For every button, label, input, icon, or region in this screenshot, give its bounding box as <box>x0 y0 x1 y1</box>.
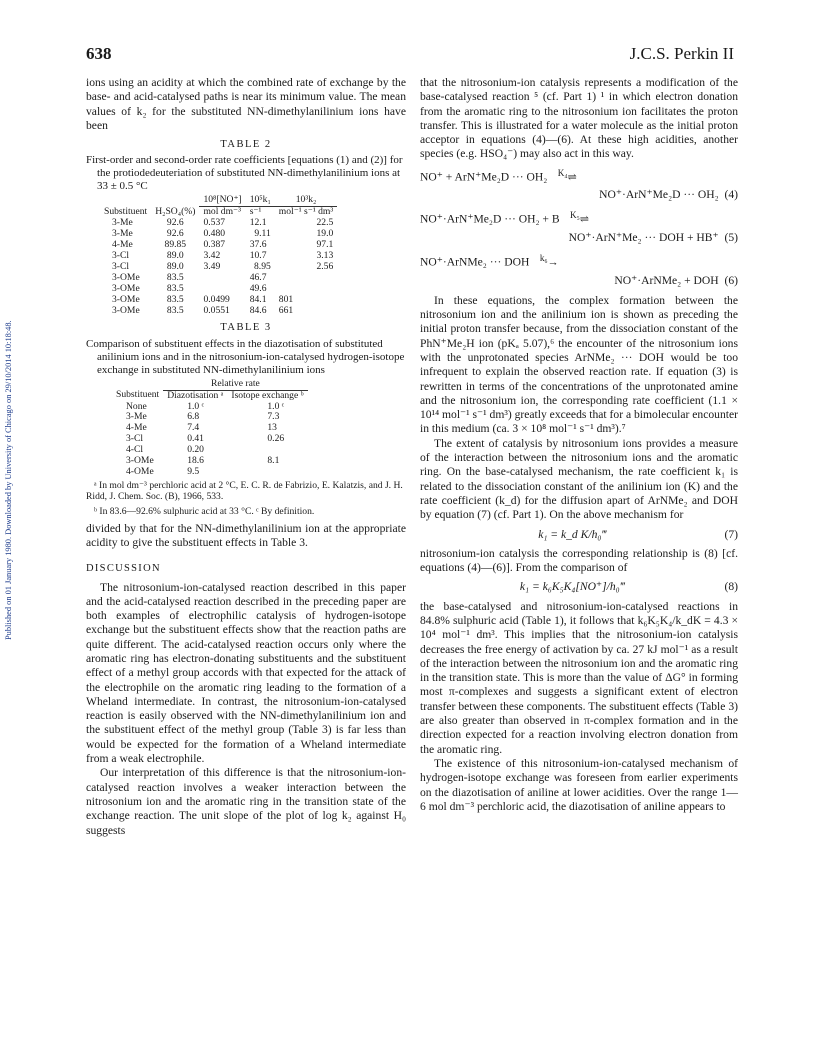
table-cell: 46.7 <box>249 271 267 283</box>
table-cell: 83.5 <box>166 293 184 305</box>
table-cell <box>227 467 307 478</box>
table-row <box>100 306 337 317</box>
table-cell: 661 <box>278 304 294 316</box>
table-cell: 801 <box>278 293 294 305</box>
table-cell: 9.11 <box>254 228 271 240</box>
table-cell: 6.8 <box>187 411 200 423</box>
table-cell: 13 <box>267 422 277 434</box>
table-cell: 89.0 <box>166 250 184 262</box>
equation-rhs: NO⁺·ArN⁺Me₂ ··· DOH + HB⁺ <box>568 231 719 245</box>
equation-number: (7) <box>724 527 738 541</box>
table-cell: 0.480 <box>203 228 226 240</box>
table-cell: 0.0499 <box>203 293 230 305</box>
table-header-cell: 10⁸[NO⁺] <box>199 195 245 206</box>
equation-rhs: NO⁺·ArN⁺Me₂D ··· OH₂ <box>599 188 719 202</box>
left-column <box>86 76 406 838</box>
table-cell: 0.20 <box>187 444 204 456</box>
table-cell: 22.5 <box>316 217 334 229</box>
table-3-caption: Comparison of substituent effects in the diazotisation of substituted anilinium ions and in the nitrosonium-ion-catalysed hydrogen-isotope exchange in substituted NN-dimethylanilinium ions <box>86 337 405 376</box>
table-3-title: TABLE 3 <box>220 322 272 334</box>
equation-number: (6) <box>724 273 738 287</box>
table-cell: 1.0 ᶜ <box>187 400 205 412</box>
equation-line <box>420 166 738 186</box>
table-cell <box>199 273 245 284</box>
table-cell: 3.49 <box>203 260 221 272</box>
table-header-row <box>112 390 308 401</box>
table-cell: 10.7 <box>249 250 267 262</box>
paragraph: The existence of this nitrosonium-ion-catalysed mechanism of hydrogen-isotope exchange was foreseen from earlier experiments on the diazotisation of aniline at lower acidities. Over the range 1—6 mol dm⁻³ perchloric acid, the diazotisation of aniline appears to <box>420 756 738 813</box>
table-cell <box>275 284 337 295</box>
table-header-cell: Substituent <box>104 206 148 218</box>
table-cell: 49.6 <box>249 282 267 294</box>
equation-line <box>420 251 738 271</box>
equation-rhs-wrap <box>569 230 738 245</box>
equation-line <box>420 187 738 202</box>
table-cell: 2.56 <box>316 260 334 272</box>
equation-4 <box>420 166 738 203</box>
section-heading-discussion: DISCUSSION <box>86 563 161 575</box>
table-header-cell: 10³k₂ <box>275 195 337 206</box>
table-cell: 4-Me <box>126 422 147 434</box>
equation-rhs-wrap <box>614 273 738 288</box>
equilibrium-arrow: $^{K_4}$⇌ <box>557 167 577 184</box>
equation-rhs: NO⁺·ArNMe₂ + DOH <box>614 273 719 287</box>
paragraph: The nitrosonium-ion-catalysed reaction described in this paper and the acid-catalysed reaction described in the preceding paper are both examples of electrophilic catalysis of hydrogen-isotope exchange but the substituent effects show that the reaction paths are quite different. The acid-catalysed reaction occurs only where the aromatic ring has electron-donating substituents and the substituent effect of a methyl group accords with that expected for the attack of the electrophile on the aromatic ring leading to the formation of a Wheland intermediate. In contrast, the nitrosonium-ion-catalysed reaction is easily observed with the NN-dimethylanilinium ion and the substituent effect of the methyl group (Table 3) is far less than would be expected for the formation of a Wheland intermediate from a weak electrophile. <box>86 580 406 766</box>
download-watermark: Published on 01 January 1980. Downloaded by University of Chicago on 29/10/2014 10:18:48. <box>4 320 13 640</box>
table-cell: 19.0 <box>316 228 334 240</box>
table-row <box>100 295 337 306</box>
equation-number: (4) <box>724 188 738 202</box>
table-cell: 3-Cl <box>126 433 144 445</box>
table-cell: 97.1 <box>316 239 334 251</box>
table-header-cell: s⁻¹ <box>249 206 262 218</box>
table-cell: 0.26 <box>267 433 285 445</box>
table-cell: 3.13 <box>316 250 334 262</box>
table-cell: None <box>126 400 147 412</box>
table-header-cell: H₂SO₄(%) <box>155 206 196 218</box>
paragraph: that the nitrosonium-ion catalysis represents a modification of the base-catalysed reaction ⁵ (cf. Part 1) ¹ in which electron donation from the aromatic ring to the nitrosonium ion facilitates the proton transfer. This is illustrated for a water molecule as the initial proton acceptor in equations (4)—(6). At these high acidities, another species (e.g. HSO₄⁻) may also act in this way. <box>420 76 738 161</box>
table-cell: 83.5 <box>166 304 184 316</box>
equation-number: (8) <box>724 580 738 594</box>
table-header-cell: mol dm⁻³ <box>203 206 241 218</box>
table-cell: 3-Me <box>112 217 133 229</box>
equation-line <box>420 230 738 245</box>
table-cell: 4-Me <box>112 239 133 251</box>
table-cell: 0.0551 <box>203 304 230 316</box>
table-cell: 7.4 <box>187 422 200 434</box>
table-cell: 84.1 <box>249 293 267 305</box>
table-header-cell: Diazotisation ᵃ <box>167 389 224 401</box>
table-cell: 3-OMe <box>112 293 140 305</box>
table-cell: 18.6 <box>187 455 204 467</box>
equation-lhs: NO⁺·ArN⁺Me₂D ··· OH₂ + B <box>420 213 560 227</box>
table-3-footnote-b: ᵇ In 83.6—92.6% sulphuric acid at 33 °C. ᶜ By definition. <box>94 505 315 517</box>
table-cell: 83.5 <box>166 282 184 294</box>
table-cell: 8.95 <box>254 260 271 272</box>
equilibrium-arrow: $^{K_5}$⇌ <box>569 210 589 227</box>
table-cell: 3-OMe <box>112 271 140 283</box>
paragraph: ions using an acidity at which the combined rate of exchange by the base- and acid-catalysed paths is near its minimum value. The mean values of k₂ for the substituted NN-dimethylanilinium ions have been <box>86 76 406 132</box>
equation-8 <box>420 580 738 594</box>
equation-line <box>420 208 738 228</box>
table-row <box>112 467 308 478</box>
equation-lhs: NO⁺·ArNMe₂ ··· DOH <box>420 255 530 269</box>
paragraph: In these equations, the complex formation between the nitrosonium ion and the anilinium ion is shown as preceding the initial proton transfer because, from the dissociation constant of the PhN⁺Me₂H ion (pKₐ 5.07),⁶ the encounter of the nitrosonium ions with the unprotonated species ArNMe₂ ··· DOH would be too infrequent to explain the observed reaction rate. If equation (3) is rewritten in terms of the concentrations of the unprotonated amine and the nitrosonium ion, the corresponding rate coefficient (1.1 × 10¹⁴ mol⁻¹ s⁻¹ dm³) greatly exceeds that for a bimolecular encounter in this medium (ca. 3 × 10⁸ mol⁻¹ s⁻¹ dm³).⁷ <box>420 293 738 436</box>
rate-constant-label: k₆ <box>539 253 548 264</box>
journal-name: J.C.S. Perkin II <box>629 44 734 63</box>
table-cell: 0.537 <box>203 217 226 229</box>
table-cell: 12.1 <box>249 217 267 229</box>
equation-6 <box>420 251 738 288</box>
paragraph: the base-catalysed and nitrosonium-ion-catalysed reactions in 84.8% sulphuric acid (Table 1), it follows that k₆K₅K₄/k_dK = 4.3 × 10⁴ mol⁻¹ dm³. This implies that the nitrosonium-ion catalysis decreases the free energy of activation by ca. 27 kJ mol⁻¹ as a result of the interaction between the nitrosonium ion and the aromatic ring in the transition state. This is more than the value of ΔG° in forming most π-complexes and suggests a significant extent of electron transfer between these components. The substituent effects (Table 3) are also greater than observed in π-complex formation and in the direction expected for a reaction involving electron donation from the aromatic ring. <box>420 599 738 756</box>
paragraph: divided by that for the NN-dimethylanilinium ion at the appropriate acidity to give the substituent effects in Table 3. <box>86 521 406 549</box>
table-cell <box>199 284 245 295</box>
paragraph: Our interpretation of this difference is that the nitrosonium-ion-catalysed reaction involves a weaker interaction between the nitrosonium ion and the aromatic ring in the transition state of the exchange reaction. The unit slope of the plot of log k₂ against H₀ suggests <box>86 766 406 837</box>
equation-5 <box>420 208 738 245</box>
page-number: 638 <box>86 44 112 63</box>
table-cell: 3.42 <box>203 250 221 262</box>
table-cell: 84.6 <box>249 304 267 316</box>
table-row <box>100 284 337 295</box>
table-cell: 8.1 <box>267 455 280 467</box>
table-cell: 89.85 <box>164 239 187 251</box>
equation-number: (5) <box>724 231 738 245</box>
table-cell: 89.0 <box>166 260 184 272</box>
table-cell: 3-Cl <box>112 260 130 272</box>
table-2 <box>100 195 337 316</box>
table-3 <box>112 379 308 478</box>
table-3-footnote-a: ᵃ In mol dm⁻³ perchloric acid at 2 °C, E. C. R. de Fabrizio, E. Kalatzis, and J. H. Ridd, J. Chem. Soc. (B), 1966, 533. <box>86 479 403 502</box>
table-header-cell: Substituent <box>116 389 160 401</box>
table-cell: 4-Cl <box>126 444 144 456</box>
table-cell <box>275 273 337 284</box>
paragraph: nitrosonium-ion catalysis the corresponding relationship is (8) [cf. equations (4)—(6)]. From the comparison of <box>420 546 738 575</box>
equation-rhs-wrap <box>599 187 738 202</box>
table-cell: 92.6 <box>166 228 184 240</box>
table-header-cell: Isotope exchange ᵇ <box>231 389 304 401</box>
table-cell: 9.5 <box>187 466 200 477</box>
equation-body: k₁ = k_d K/h₀‴ <box>538 527 607 541</box>
table-cell: 0.41 <box>187 433 204 445</box>
table-cell: 3-OMe <box>112 282 140 294</box>
table-2-title: TABLE 2 <box>220 139 272 151</box>
table-cell: 7.3 <box>267 411 280 423</box>
rate-constant-label: K₅ <box>569 210 580 221</box>
table-cell: 3-Cl <box>112 250 130 262</box>
table-cell: 4-OMe <box>126 466 154 477</box>
table-cell: 92.6 <box>166 217 184 229</box>
table-cell: 83.5 <box>166 271 184 283</box>
table-2-caption: First-order and second-order rate coefficients [equations (1) and (2)] for the protiodedeuteriation of substituted NN-dimethylanilinium ions at 33 ± 0.5 °C <box>86 154 403 193</box>
table-cell: 0.387 <box>203 239 226 251</box>
equation-7 <box>420 528 738 542</box>
table-cell: 1.0 ᶜ <box>267 400 285 412</box>
equation-body: k₁ = k₆K₅K₄[NO⁺]/h₀‴ <box>519 580 625 594</box>
right-column <box>420 76 738 814</box>
reaction-arrow: $^{k_6}$→ <box>539 253 559 269</box>
equation-line <box>420 273 738 288</box>
equation-lhs: NO⁺ + ArN⁺Me₂D ··· OH₂ <box>420 170 548 184</box>
table-header-cell: mol⁻¹ s⁻¹ dm³ <box>278 206 334 218</box>
table-header-cell: 10⁵k₁ <box>246 195 275 206</box>
table-cell: 3-OMe <box>126 455 154 467</box>
table-cell: 3-Me <box>112 228 133 240</box>
table-cell: 3-Me <box>126 411 147 423</box>
table-cell: 3-OMe <box>112 304 140 316</box>
table-cell: 37.6 <box>249 239 267 251</box>
paragraph: The extent of catalysis by nitrosonium ions provides a measure of the interaction between the nitrosonium ions and the aromatic ring. On the base-catalysed mechanism, the rate coefficient k₁ is related to the dissociation constant of the anilinium ion (K) and the rate coefficient (k_d) for the diffusion apart of ArNMe₂ and DOH by equation (7) (cf. Part 1). On the above mechanism for <box>420 436 738 522</box>
rate-constant-label: K₄ <box>557 167 568 178</box>
table-group-header: Relative rate <box>163 379 307 390</box>
